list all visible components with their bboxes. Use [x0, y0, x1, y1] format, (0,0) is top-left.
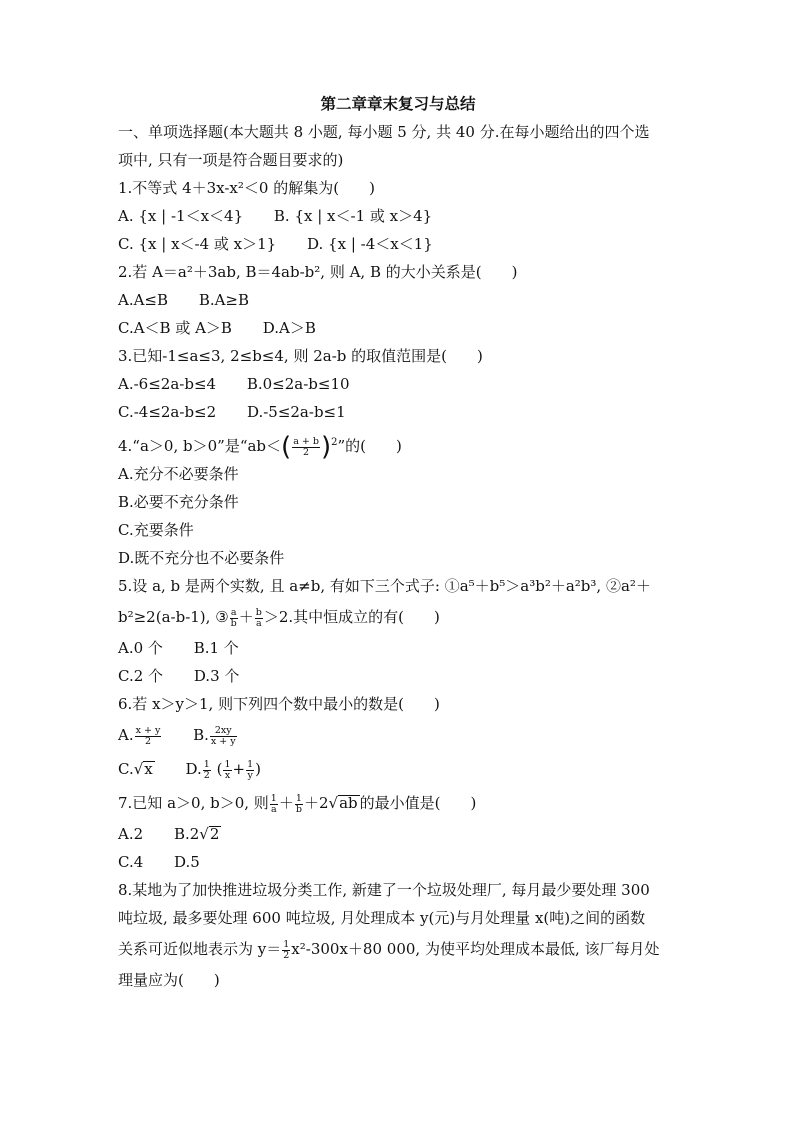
q6-b-num: 2xy	[210, 726, 237, 737]
q5-f2-den: a	[255, 617, 262, 629]
q8-line2: 吨垃圾, 最多要处理 600 吨垃圾, 月处理成本 y(元)与月处理量 x(吨)之间的函数	[118, 909, 646, 927]
q7-option-d: D.5	[174, 853, 200, 871]
q8-line3-pre: 关系可近似地表示为 y＝	[118, 940, 282, 958]
q8-line4: 理量应为( )	[118, 971, 220, 989]
q6-b-fraction	[210, 726, 237, 747]
q7-option-b	[174, 820, 221, 848]
q4-stem-post: ”的( )	[337, 437, 402, 455]
q7-b-pre: B.2	[173, 825, 200, 843]
q7-f1-den: a	[270, 803, 277, 815]
q7-stem-post: 的最小值是( )	[359, 794, 477, 812]
q1-option-c: C. {x | x＜-4 或 x＞1}	[118, 235, 277, 253]
q5-stem2-pre: b²≥2(a-b-1), ③	[118, 608, 229, 626]
q6-options-row1	[118, 718, 678, 752]
q6-d-label: D.	[185, 760, 202, 778]
q2-option-d: D.A＞B	[262, 319, 316, 337]
q8-f-num: 1	[283, 938, 290, 950]
q2-option-b: B.A≥B	[198, 291, 250, 309]
worksheet-page	[118, 92, 678, 994]
q6-d-fraction-1y	[246, 760, 254, 781]
q6-d-f1-num: 1	[224, 758, 231, 770]
q4-exponent: 2	[331, 437, 338, 448]
q4-frac-den: 2	[303, 446, 310, 458]
q6-d-fraction-1x	[223, 760, 231, 781]
q6-b-label: B.	[193, 726, 209, 744]
q5-option-b: B.1 个	[193, 639, 239, 657]
q6-option-c	[118, 752, 155, 786]
q6-c-radicand: x	[144, 760, 153, 778]
q4-option-a: A.充分不必要条件	[118, 465, 239, 483]
q6-stem: 6.若 x＞y＞1, 则下列四个数中最小的数是( )	[118, 695, 440, 713]
q5-f1-num: a	[230, 606, 237, 618]
q7-option-c: C.4	[118, 853, 144, 871]
q6-b-den: x + y	[210, 735, 236, 747]
q8-line3-post: x²-300x＋80 000, 为使平均处理成本最低, 该厂每月处	[291, 940, 660, 958]
q3-option-b: B.0≤2a-b≤10	[246, 375, 350, 393]
q6-d-f2-den: y	[247, 769, 253, 781]
q6-d-fraction-half	[203, 760, 211, 781]
q8-f-den: 2	[283, 949, 290, 961]
q6-a-den: 2	[144, 735, 151, 747]
q5-stem-line2	[118, 600, 678, 634]
q5-option-a: A.0 个	[118, 639, 163, 657]
q2-option-a: A.A≤B	[118, 291, 169, 309]
q5-plus: ＋	[238, 608, 254, 626]
q6-a-fraction	[135, 726, 162, 747]
q7-f2-den: b	[295, 803, 302, 815]
q3-options-row2	[118, 398, 678, 426]
q6-d-f1-den: x	[224, 769, 231, 781]
q7-stem	[118, 786, 678, 820]
q4-stem	[118, 426, 678, 460]
q6-d-close: )	[255, 760, 262, 778]
q7-b-sqrt-sign: √	[199, 825, 209, 843]
q4-open-paren: (	[281, 432, 292, 462]
q4-stem-pre: 4.“a＞0, b＞0”是“ab＜	[118, 437, 282, 455]
q7-sqrt-sign: √	[328, 794, 339, 812]
q5-f1-den: b	[230, 617, 237, 629]
q5-stem2-post: ＞2.其中恒成立的有( )	[263, 608, 440, 626]
q7-fraction-1a	[270, 794, 278, 815]
q2-options-row1	[118, 286, 678, 314]
q5-option-d: D.3 个	[193, 667, 240, 685]
q7-b-radicand: 2	[209, 825, 220, 843]
q4-frac-num: a + b	[293, 435, 319, 447]
q3-option-d: D.-5≤2a-b≤1	[246, 403, 346, 421]
q4-option-d: D.既不充分也不必要条件	[118, 549, 285, 567]
q6-c-sqrt-sign: √	[133, 760, 144, 778]
q5-fraction-a-b	[230, 608, 238, 629]
q6-d-den: 2	[203, 769, 210, 781]
q6-option-b	[193, 718, 238, 752]
q5-options-row2	[118, 662, 678, 690]
q6-d-open: (	[216, 760, 223, 778]
q2-stem: 2.若 A＝a²＋3ab, B＝4ab-b², 则 A, B 的大小关系是( )	[118, 263, 518, 281]
q1-option-d: D. {x | -4＜x＜1}	[307, 235, 433, 253]
q3-option-a: A.-6≤2a-b≤4	[118, 375, 217, 393]
q6-d-num: 1	[203, 758, 210, 770]
q7-stem-pre: 7.已知 a＞0, b＞0, 则	[118, 794, 269, 812]
q7-options-row2	[118, 848, 678, 876]
q7-plus2: ＋2	[303, 794, 329, 812]
q2-option-c: C.A＜B 或 A＞B	[118, 319, 232, 337]
q4-close-paren: )	[320, 432, 332, 462]
q8-fraction-half	[282, 940, 290, 961]
q8-line3	[118, 932, 678, 966]
q6-options-row2	[118, 752, 678, 786]
q5-stem-line1: 5.设 a, b 是两个实数, 且 a≠b, 有如下三个式子: ①a⁵＋b⁵＞a³b²＋a²b³, ②a²＋	[118, 577, 651, 595]
q1-stem: 1.不等式 4＋3x-x²＜0 的解集为( )	[118, 179, 375, 197]
q5-options-row1	[118, 634, 678, 662]
q6-d-plus: +	[232, 760, 246, 778]
q7-f1-num: 1	[270, 792, 277, 804]
q6-d-f2-num: 1	[247, 758, 254, 770]
q7-f2-num: 1	[295, 792, 302, 804]
q7-options-row1	[118, 820, 678, 848]
q6-option-a	[118, 718, 162, 752]
q8-line1: 8.某地为了加快推进垃圾分类工作, 新建了一个垃圾处理厂, 每月最少要处理 300	[118, 881, 650, 899]
section-heading: 一、单项选择题(本大题共 8 小题, 每小题 5 分, 共 40 分.在每小题给出的四个选	[118, 123, 650, 141]
q5-fraction-b-a	[255, 608, 263, 629]
q3-stem: 3.已知-1≤a≤3, 2≤b≤4, 则 2a-b 的取值范围是( )	[118, 347, 483, 365]
q7-option-a: A.2	[118, 825, 144, 843]
q4-option-b: B.必要不充分条件	[118, 493, 239, 511]
q2-options-row2	[118, 314, 678, 342]
q7-radicand: ab	[339, 794, 358, 812]
q3-option-c: C.-4≤2a-b≤2	[118, 403, 217, 421]
q1-options-row2	[118, 230, 678, 258]
q6-c-label: C.	[118, 760, 134, 778]
q3-options-row1	[118, 370, 678, 398]
q1-options-row1	[118, 202, 678, 230]
q7-fraction-1b	[295, 794, 303, 815]
section-heading-cont: 项中, 只有一项是符合题目要求的)	[118, 151, 344, 169]
page-title: 第二章章末复习与总结	[320, 94, 476, 113]
q4-option-c: C.充要条件	[118, 521, 194, 539]
q6-a-label: A.	[118, 726, 134, 744]
q5-option-c: C.2 个	[118, 667, 164, 685]
q1-option-b: B. {x | x＜-1 或 x＞4}	[273, 207, 433, 225]
q5-f2-num: b	[255, 606, 262, 618]
q4-fraction	[292, 437, 320, 458]
q6-option-d	[186, 752, 261, 786]
q6-a-num: x + y	[135, 724, 161, 736]
q7-plus1: ＋	[278, 794, 294, 812]
q1-option-a: A. {x | -1＜x＜4}	[118, 207, 244, 225]
